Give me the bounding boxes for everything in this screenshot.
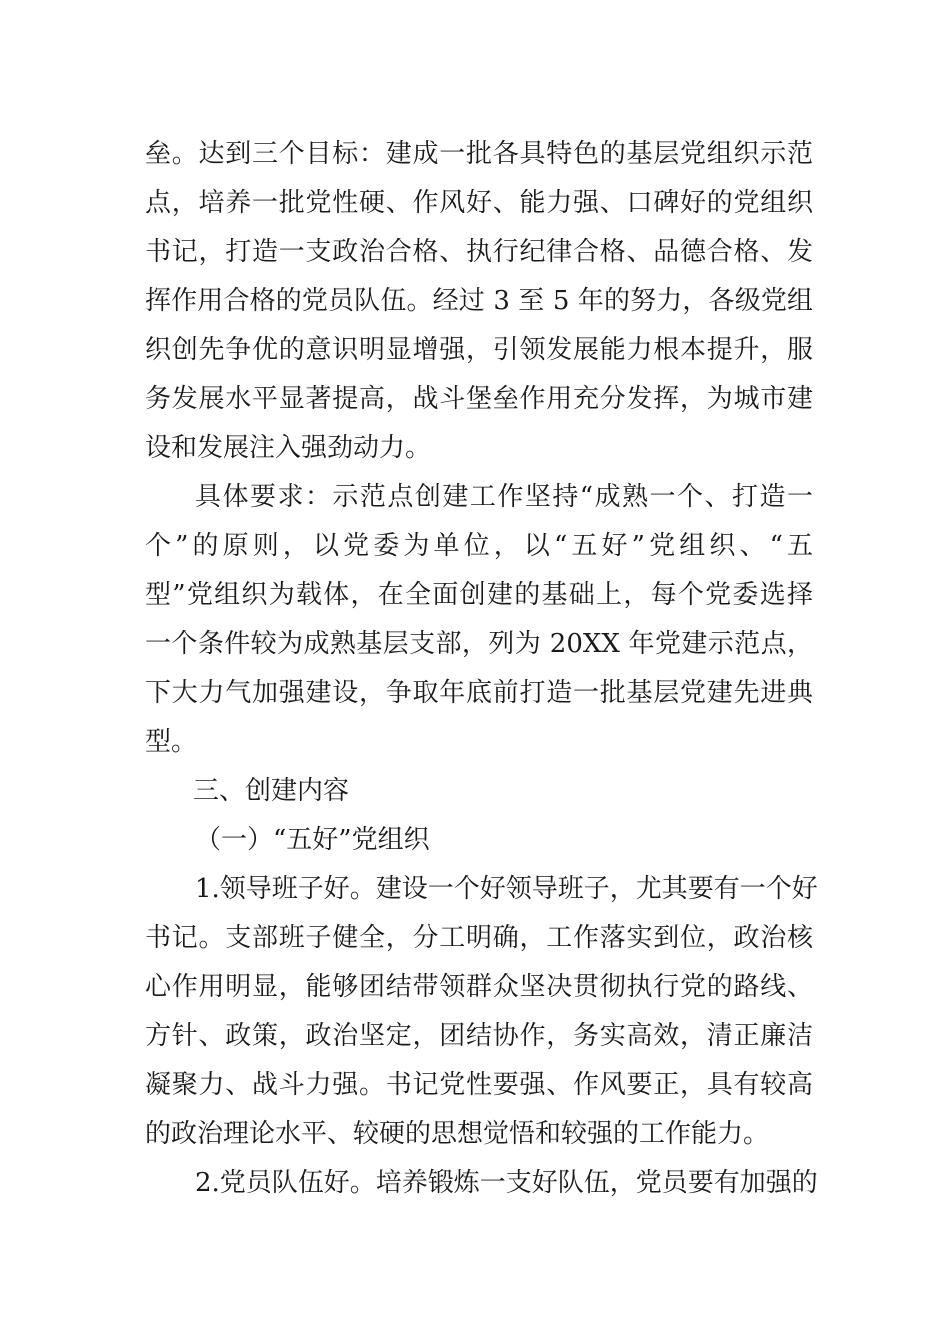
text-line: 点，培养一批党性硬、作风好、能力强、口碑好的党组织: [145, 188, 813, 218]
text-line: 书记，打造一支政治合格、执行纪律合格、品德合格、发: [145, 237, 813, 267]
paragraph-item-2: [145, 1159, 818, 1208]
text-line: 挥作用合格的党员队伍。经过 3 至 5 年的努力，各级党组: [145, 286, 813, 316]
section-heading: 三、创建内容: [193, 776, 350, 806]
text-line: 织创先争优的意识明显增强，引领发展能力根本提升，服: [145, 335, 813, 365]
text-line: 方针、政策，政治坚定，团结协作，务实高效，清正廉洁: [145, 1021, 813, 1051]
text-line: 的政治理论水平、较硬的思想觉悟和较强的工作能力。: [145, 1119, 770, 1149]
document-body: [145, 130, 818, 1208]
subsection-heading-five-good: [145, 816, 813, 865]
paragraph-item-1: [145, 865, 818, 1159]
text-line: 型。: [145, 727, 198, 757]
paragraph-requirements: [145, 473, 813, 767]
text-line: 心作用明显，能够团结带领群众坚决贯彻执行党的路线、: [145, 972, 813, 1002]
text-line: 具体要求：示范点创建工作坚持“成熟一个、打造一: [195, 482, 813, 512]
text-line: 设和发展注入强劲动力。: [145, 433, 432, 463]
text-line: 凝聚力、战斗力强。书记党性要强、作风要正，具有较高: [145, 1070, 813, 1100]
text-line: 下大力气加强建设，争取年底前打造一批基层党建先进典: [145, 678, 813, 708]
text-line: 一个条件较为成熟基层支部，列为 20XX 年党建示范点，: [145, 629, 813, 659]
subsection-heading: （一）“五好”党组织: [195, 825, 430, 855]
text-line: 个”的原则，以党委为单位，以“五好”党组织、“五: [145, 531, 813, 561]
text-line: 型”党组织为载体，在全面创建的基础上，每个党委选择: [145, 580, 813, 610]
text-line: 垒。达到三个目标：建成一批各具特色的基层党组织示范: [145, 139, 813, 169]
text-line: 书记。支部班子健全，分工明确，工作落实到位，政治核: [145, 923, 813, 953]
text-line: 2.党员队伍好。培养锻炼一支好队伍，党员要有加强的: [195, 1168, 818, 1198]
paragraph-goals: [145, 130, 813, 473]
section-heading-creation-content: [145, 767, 813, 816]
text-line: 务发展水平显著提高，战斗堡垒作用充分发挥，为城市建: [145, 384, 813, 414]
text-line: 1.领导班子好。建设一个好领导班子，尤其要有一个好: [195, 874, 818, 904]
